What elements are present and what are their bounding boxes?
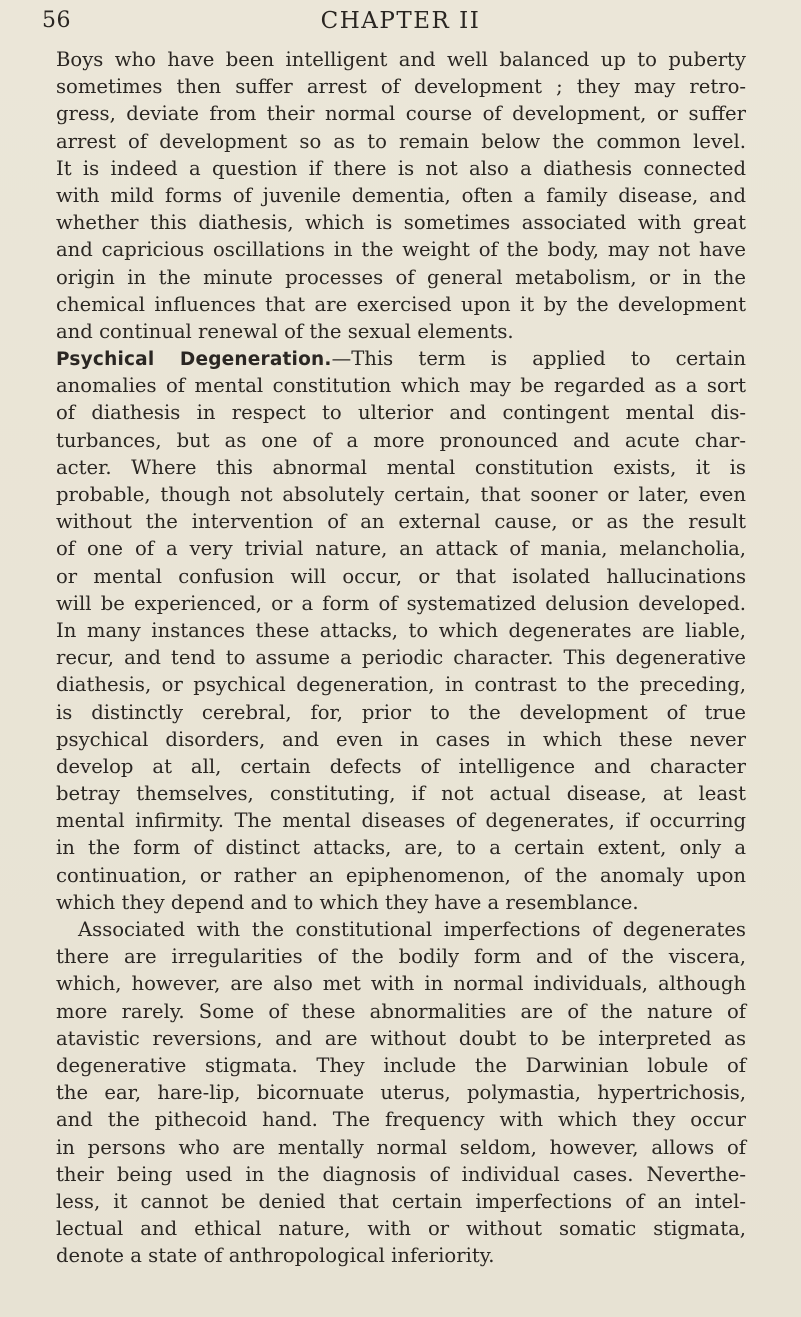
paragraph (56, 46, 746, 345)
text-line: more rarely. Some of these abnormalities are of the nature of (56, 999, 746, 1023)
text-line: which they depend and to which they have a resemblance. (56, 890, 639, 914)
text-line: acter. Where this abnormal mental constitution exists, it is (56, 455, 746, 479)
text-line: turbances, but as one of a more pronounced and acute char- (56, 428, 746, 452)
paragraph (56, 345, 746, 916)
page-header (0, 6, 801, 40)
text-line: and capricious oscillations in the weight of the body, may not have (56, 238, 746, 262)
text-line: is distinctly cerebral, for, prior to the development of true (56, 700, 746, 724)
text-line: which, however, are also met with in normal individuals, although (56, 972, 746, 996)
text-line: probable, though not absolutely certain, that sooner or later, even (56, 483, 746, 506)
text-line: and continual renewal of the sexual elements. (56, 319, 514, 343)
text-line: whether this diathesis, which is sometimes associated with great (56, 211, 746, 235)
page-number: 56 (42, 8, 71, 33)
text-line: arrest of development so as to remain below the common level. (56, 129, 746, 153)
text-line: atavistic reversions, and are without doubt to be interpreted as (56, 1026, 746, 1050)
heading-line-rest: —This term is applied to certain (331, 347, 746, 371)
text-line: chemical influences that are exercised upon it by the development (56, 292, 746, 316)
text-line: In many instances these attacks, to which degenerates are liable, (56, 618, 746, 642)
text-line: gress, deviate from their normal course of development, or suffer (56, 102, 746, 126)
text-line: develop at all, certain defects of intelligence and character (56, 754, 746, 778)
text-line (56, 345, 746, 372)
text-line: Boys who have been intelligent and well balanced up to puberty (56, 48, 746, 71)
text-line: diathesis, or psychical degeneration, in contrast to the preceding, (56, 673, 746, 697)
text-line: degenerative stigmata. They include the Darwinian lobule of (56, 1053, 746, 1077)
text-line: lectual and ethical nature, with or without somatic stigmata, (56, 1217, 746, 1241)
text-line: anomalies of mental constitution which may be regarded as a sort (56, 374, 746, 398)
text-line: origin in the minute processes of general metabolism, or in the (56, 265, 746, 289)
text-line: mental infirmity. The mental diseases of degenerates, if occurring (56, 809, 746, 833)
text-line: the ear, hare-lip, bicornuate uterus, polymastia, hypertrichosis, (56, 1081, 746, 1105)
text-line: or mental confusion will occur, or that isolated hallucinations (56, 564, 746, 588)
text-line: recur, and tend to assume a periodic character. This degenerative (56, 646, 746, 670)
body-text (56, 46, 746, 1269)
text-line: in persons who are mentally normal seldom, however, allows of (56, 1135, 746, 1159)
text-line: sometimes then suffer arrest of development ; they may retro- (56, 75, 746, 99)
text-line: and the pithecoid hand. The frequency with which they occur (56, 1108, 746, 1132)
text-line: It is indeed a question if there is not also a diathesis connected (56, 156, 746, 180)
text-line: continuation, or rather an epiphenomenon, of the anomaly upon (56, 863, 746, 887)
text-line: with mild forms of juvenile dementia, often a family disease, and (56, 183, 746, 207)
text-line: denote a state of anthropological inferiority. (56, 1244, 495, 1268)
text-line: without the intervention of an external cause, or as the result (56, 510, 746, 534)
running-head: CHAPTER II (320, 8, 481, 34)
text-line: in the form of distinct attacks, are, to a certain extent, only a (56, 836, 746, 860)
text-line: will be experienced, or a form of systematized delusion developed. (56, 591, 746, 615)
text-line: less, it cannot be denied that certain imperfections of an intel- (56, 1189, 746, 1213)
section-heading: Psychical Degeneration. (56, 349, 332, 371)
text-line: betray themselves, constituting, if not actual disease, at least (56, 782, 746, 806)
text-line: psychical disorders, and even in cases in which these never (56, 727, 746, 751)
text-line: their being used in the diagnosis of individual cases. Neverthe- (56, 1162, 746, 1186)
text-line: of diathesis in respect to ulterior and contingent mental dis- (56, 401, 746, 425)
text-line: of one of a very trivial nature, an attack of mania, melancholia, (56, 537, 746, 561)
text-line: there are irregularities of the bodily form and of the viscera, (56, 945, 746, 969)
text-line: Associated with the constitutional imperfections of degenerates (78, 918, 746, 941)
paragraph (56, 916, 746, 1269)
